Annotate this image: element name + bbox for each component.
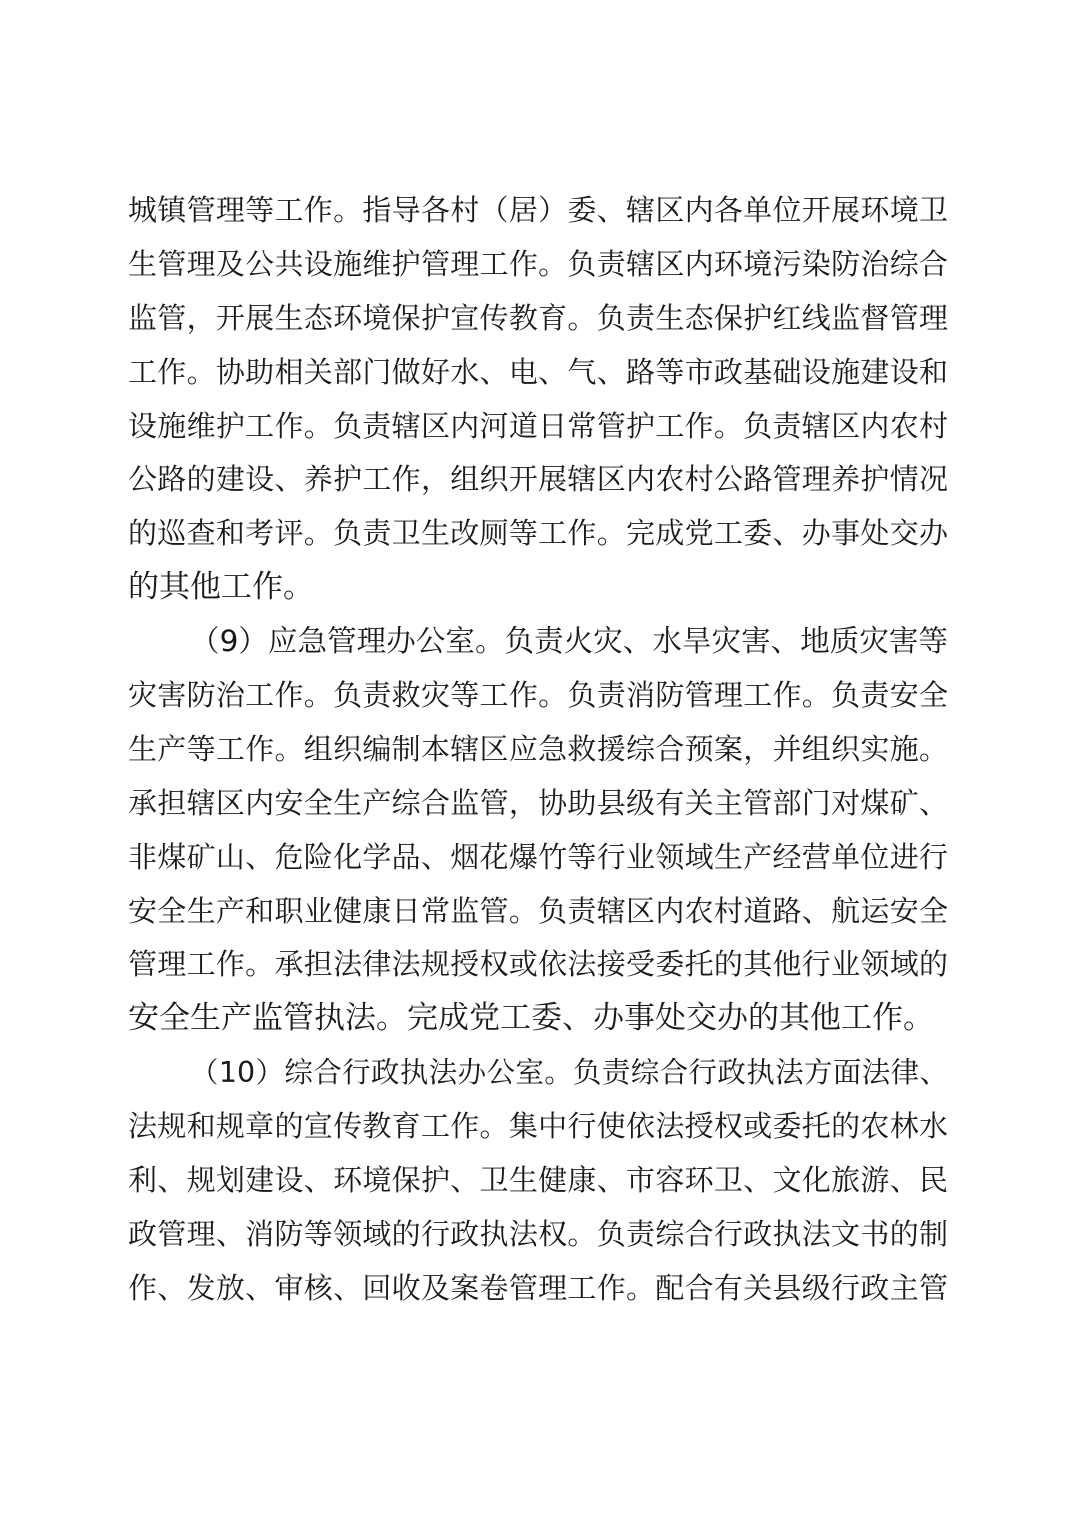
text-line: 政管理、消防等领域的行政执法权。负责综合行政执法文书的制 <box>128 1216 948 1251</box>
text-line: 的其他工作。 <box>128 569 314 606</box>
text-line: 安全生产和职业健康日常监管。负责辖区内农村道路、航运安全 <box>128 893 948 928</box>
text-line: 法规和规章的宣传教育工作。集中行使依法授权或委托的农林水 <box>128 1109 948 1144</box>
paragraph-item-10 <box>128 1046 948 1315</box>
text-line: 承担辖区内安全生产综合监管，协助县级有关主管部门对煤矿、 <box>128 785 948 820</box>
paragraph-continuation <box>128 184 948 615</box>
text-line: 工作。协助相关部门做好水、电、气、路等市政基础设施建设和 <box>128 354 948 389</box>
paragraph-first-line: （9）应急管理办公室。负责火灾、水旱灾害、地质灾害等 <box>190 624 948 659</box>
document-body <box>128 184 948 1316</box>
text-line: 管理工作。承担法律法规授权或依法接受委托的其他行业领域的 <box>128 947 948 982</box>
text-line: 生管理及公共设施维护管理工作。负责辖区内环境污染防治综合 <box>128 246 948 281</box>
text-line: 监管，开展生态环境保护宣传教育。负责生态保护红线监督管理 <box>128 300 948 335</box>
text-line: 非煤矿山、危险化学品、烟花爆竹等行业领域生产经营单位进行 <box>128 839 948 874</box>
paragraph-first-line: （10）综合行政执法办公室。负责综合行政执法方面法律、 <box>190 1056 948 1090</box>
text-line: 利、规划建设、环境保护、卫生健康、市容环卫、文化旅游、民 <box>128 1163 948 1198</box>
text-line: 设施维护工作。负责辖区内河道日常管护工作。负责辖区内农村 <box>128 408 948 443</box>
text-line: 生产等工作。组织编制本辖区应急救援综合预案，并组织实施。 <box>128 731 948 766</box>
text-line: 公路的建设、养护工作，组织开展辖区内农村公路管理养护情况 <box>128 462 948 497</box>
text-line: 的巡查和考评。负责卫生改厕等工作。完成党工委、办事处交办 <box>128 516 948 551</box>
paragraph-item-9 <box>128 615 948 1046</box>
text-line: 安全生产监管执法。完成党工委、办事处交办的其他工作。 <box>128 1000 934 1037</box>
text-line: 城镇管理等工作。指导各村（居）委、辖区内各单位开展环境卫 <box>128 193 948 227</box>
text-line: 灾害防治工作。负责救灾等工作。负责消防管理工作。负责安全 <box>128 678 948 713</box>
text-line: 作、发放、审核、回收及案卷管理工作。配合有关县级行政主管 <box>128 1270 948 1305</box>
